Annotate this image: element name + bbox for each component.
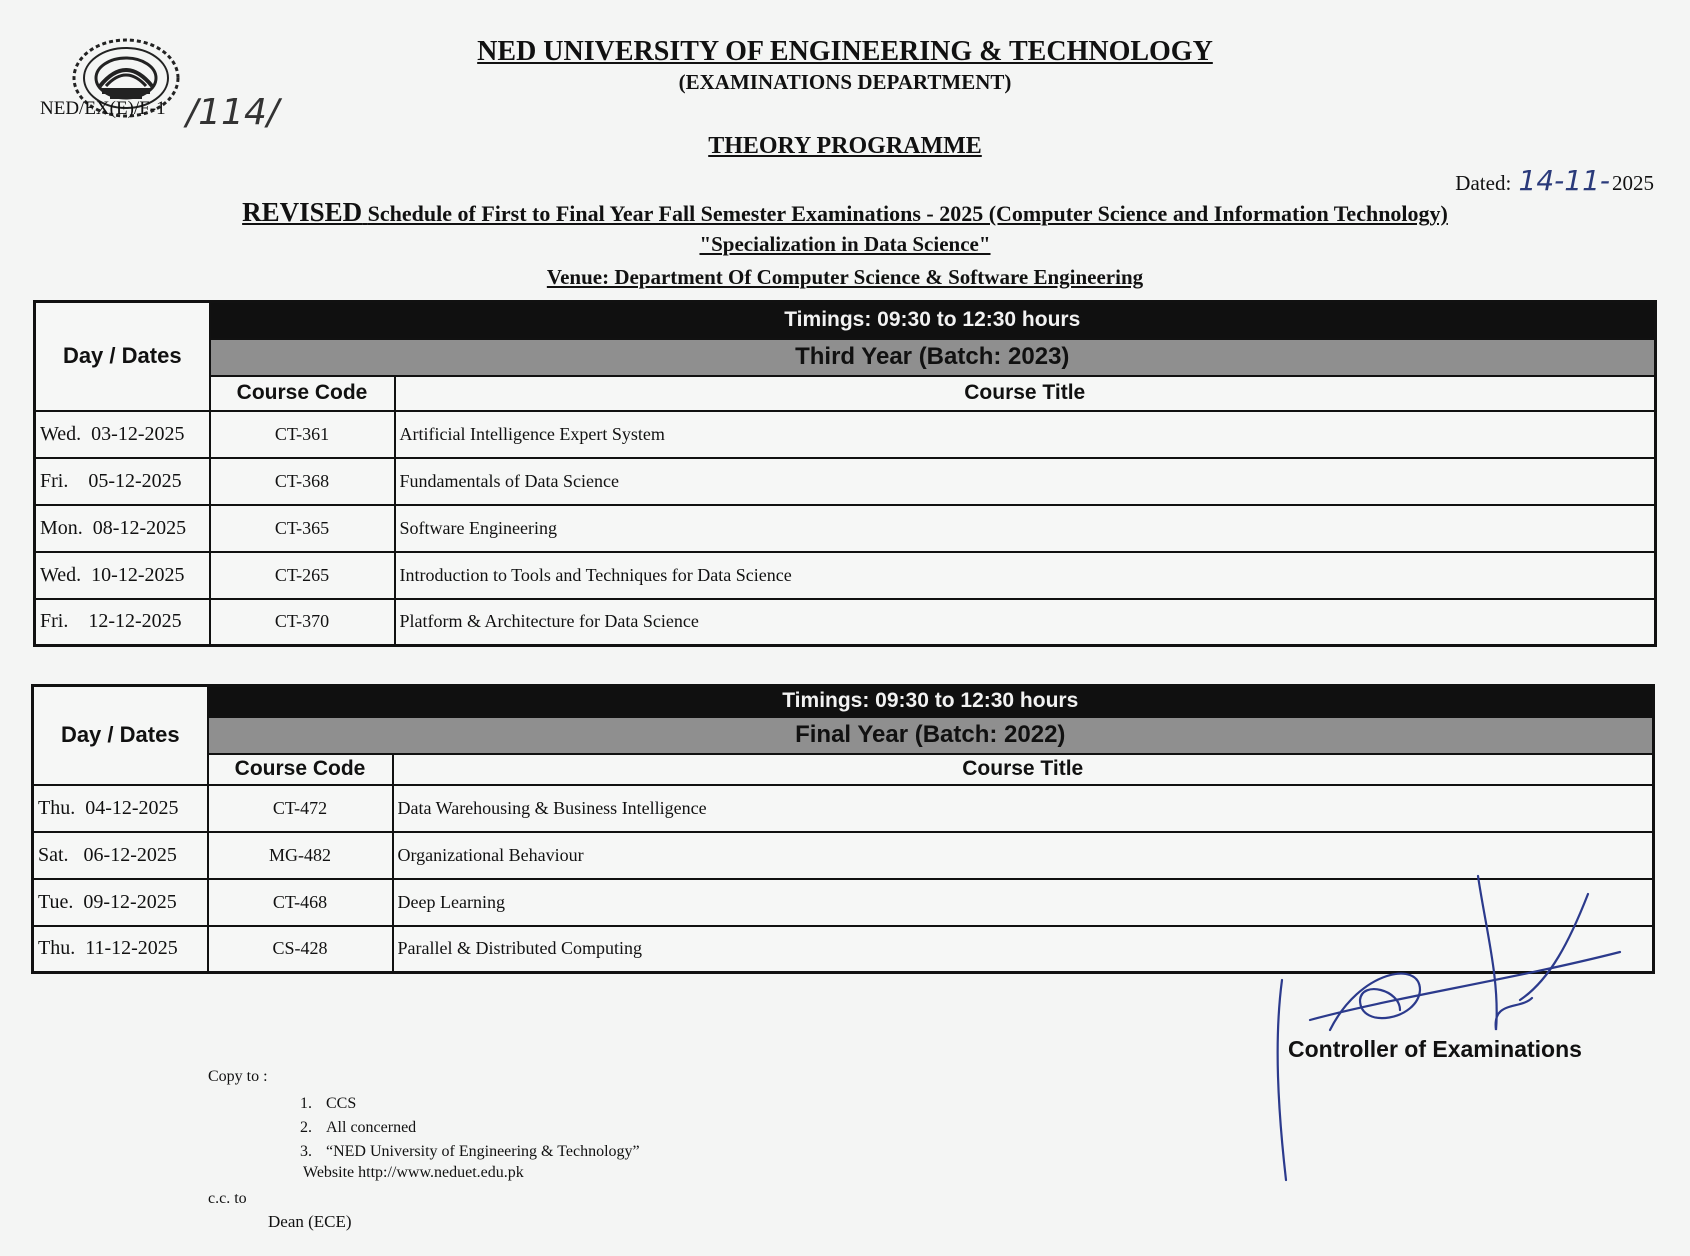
exam-date: Mon. 08-12-2025 (35, 505, 210, 552)
schedule-description: Schedule of First to Final Year Fall Semester Examinations - 2025 (Computer Science and Information Technology) (367, 201, 1448, 226)
form-number-handwritten: /114/ (186, 92, 279, 133)
dated-year: 2025 (1612, 171, 1654, 195)
list-item (300, 1116, 640, 1140)
exam-date: Wed. 10-12-2025 (35, 552, 210, 599)
signature (1270, 870, 1630, 1190)
dated-handwritten: 14-11- (1518, 164, 1610, 197)
dated-line (1455, 164, 1654, 197)
exam-date: Thu. 11-12-2025 (33, 926, 208, 973)
course-title: Deep Learning (393, 879, 1654, 926)
course-code: CT-265 (210, 552, 395, 599)
timing-bar: Timings: 09:30 to 12:30 hours (210, 302, 1656, 339)
course-code: MG-482 (208, 832, 393, 879)
exam-date: Fri. 05-12-2025 (35, 458, 210, 505)
table-row (35, 505, 1656, 552)
table-row (35, 458, 1656, 505)
batch-header: Final Year (Batch: 2022) (208, 717, 1654, 754)
website-line: Website http://www.neduet.edu.pk (303, 1164, 524, 1181)
course-title: Artificial Intelligence Expert System (395, 411, 1656, 458)
schedule-revised: REVISED (242, 197, 363, 227)
third-year-schedule-table (33, 300, 1657, 647)
course-title: Platform & Architecture for Data Science (395, 599, 1656, 646)
course-code: CT-370 (210, 599, 395, 646)
list-text: CCS (326, 1095, 357, 1112)
course-code: CT-472 (208, 785, 393, 832)
table-row (35, 411, 1656, 458)
list-text: All concerned (326, 1119, 417, 1136)
venue-title: Venue: Department Of Computer Science & Software Engineering (546, 265, 1144, 289)
course-title: Introduction to Tools and Techniques for Data Science (395, 552, 1656, 599)
course-code: CT-368 (210, 458, 395, 505)
copy-list (300, 1092, 640, 1164)
batch-header: Third Year (Batch: 2023) (210, 339, 1656, 376)
exam-date: Tue. 09-12-2025 (33, 879, 208, 926)
course-code: CT-468 (208, 879, 393, 926)
course-code: CS-428 (208, 926, 393, 973)
table-row (33, 785, 1654, 832)
list-number: 2. (300, 1119, 312, 1136)
cc-label: c.c. to (208, 1190, 247, 1207)
course-title: Organizational Behaviour (393, 832, 1654, 879)
dated-label: Dated: (1455, 171, 1512, 195)
course-code-header: Course Code (210, 376, 395, 411)
exam-date: Thu. 04-12-2025 (33, 785, 208, 832)
table-row (35, 599, 1656, 646)
university-title: NED UNIVERSITY OF ENGINEERING & TECHNOLOGY (477, 36, 1213, 67)
list-number: 1. (300, 1095, 312, 1112)
course-title-header: Course Title (393, 754, 1654, 785)
course-code: CT-365 (210, 505, 395, 552)
list-number: 3. (300, 1143, 312, 1160)
exam-date: Wed. 03-12-2025 (35, 411, 210, 458)
exam-date: Fri. 12-12-2025 (35, 599, 210, 646)
controller-of-examinations: Controller of Examinations (1288, 1036, 1582, 1062)
list-text: “NED University of Engineering & Technology” (326, 1143, 640, 1160)
exam-date: Sat. 06-12-2025 (33, 832, 208, 879)
course-title: Data Warehousing & Business Intelligence (393, 785, 1654, 832)
schedule-title (0, 197, 1690, 228)
programme-title: THEORY PROGRAMME (708, 133, 982, 159)
specialization-title: "Specialization in Data Science" (699, 232, 991, 256)
table-row (35, 552, 1656, 599)
department-title: (EXAMINATIONS DEPARTMENT) (678, 70, 1012, 94)
timing-bar: Timings: 09:30 to 12:30 hours (208, 686, 1654, 717)
day-dates-header: Day / Dates (33, 686, 208, 785)
form-number: NED/EX(E)/F-1 (40, 98, 166, 119)
course-code-header: Course Code (208, 754, 393, 785)
copy-to-label: Copy to : (208, 1068, 268, 1085)
list-item (300, 1140, 640, 1164)
course-title: Parallel & Distributed Computing (393, 926, 1654, 973)
cc-recipient: Dean (ECE) (268, 1212, 352, 1231)
course-title-header: Course Title (395, 376, 1656, 411)
course-title: Fundamentals of Data Science (395, 458, 1656, 505)
course-code: CT-361 (210, 411, 395, 458)
list-item (300, 1092, 640, 1116)
day-dates-header: Day / Dates (35, 302, 210, 411)
course-title: Software Engineering (395, 505, 1656, 552)
